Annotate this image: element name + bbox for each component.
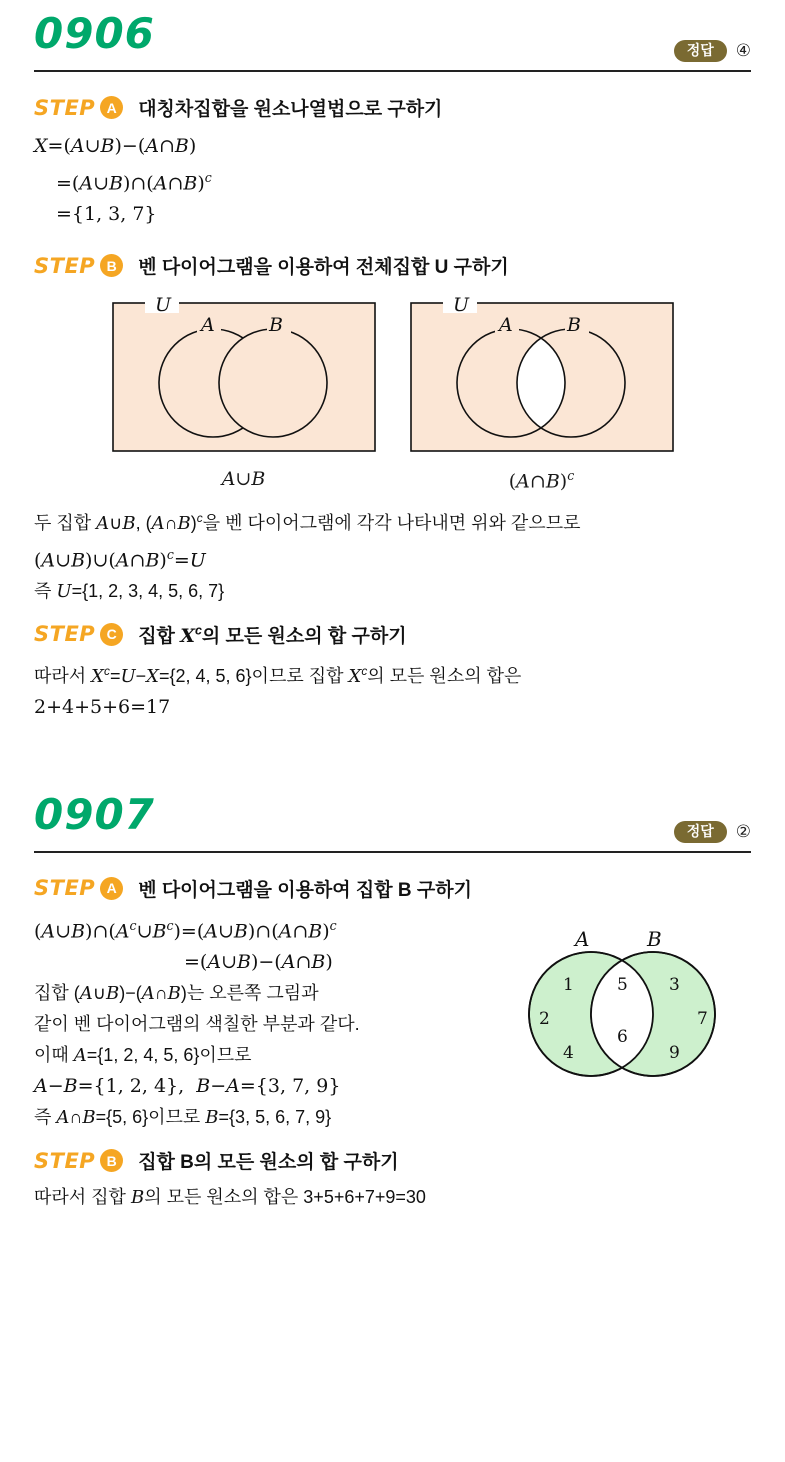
- answer-group: [674, 821, 751, 843]
- problem-number: 0907: [34, 789, 155, 839]
- step-badge: B: [100, 254, 123, 277]
- math-line: ={1, 3, 7}: [56, 203, 157, 226]
- svg-text:A: A: [498, 314, 513, 337]
- answer-label: 정답: [674, 40, 727, 62]
- problem-header-0907: [34, 781, 751, 853]
- step-c-heading-0906: [34, 621, 751, 648]
- text-line: 따라서 $X^c=U-X=\{2$, 4, 5, 6}이므로 집합 $X^c$의 모든 원소의 합은: [34, 663, 522, 687]
- svg-text:U: U: [154, 294, 171, 317]
- venn-caption: A∪B: [221, 468, 266, 491]
- step-title: 벤 다이어그램을 이용하여 집합 B 구하기: [138, 879, 472, 901]
- text-line: 집합 (A∪B)−(A∩B)는 오른쪽 그림과: [34, 983, 319, 1005]
- step-badge: A: [100, 96, 123, 119]
- venn-figure-union: [109, 289, 379, 492]
- step-a-heading-0907: [34, 875, 751, 902]
- svg-text:7: 7: [697, 1008, 708, 1029]
- math-line: (A∪B)∪(A∩B)$^c$=U: [34, 546, 206, 571]
- svg-text:B: B: [647, 926, 662, 951]
- math-line: X=(A∪B)−(A∩B): [34, 135, 197, 157]
- math-line: A−B={1, 2, 4}, B−A={3, 7, 9}: [34, 1075, 341, 1098]
- step-label: STEP: [34, 622, 96, 647]
- step-label: STEP: [34, 1148, 96, 1173]
- section-gap: [0, 723, 785, 781]
- math-line: =(A∪B)∩(A∩B)$^c$: [56, 170, 212, 195]
- math-line: $(A\cup B)\cap(A^c\cup B^c)=(A\cup B)\cap(A\cap B)^c$: [34, 917, 337, 943]
- step-c-body-0906: [34, 656, 751, 723]
- svg-text:A: A: [200, 314, 215, 337]
- step-a-heading-0906: [34, 94, 751, 121]
- venn-figure-complement: [407, 289, 677, 492]
- step-badge: B: [100, 1149, 123, 1172]
- step-a-text-column: [34, 910, 501, 1133]
- step-label: STEP: [34, 95, 96, 120]
- step-label: STEP: [34, 253, 96, 278]
- step-badge: C: [100, 623, 123, 646]
- svg-text:B: B: [268, 314, 283, 337]
- step-b-heading-0906: [34, 252, 751, 279]
- step-title: 집합 $X^c$의 모든 원소의 합 구하기: [138, 623, 407, 647]
- svg-text:2: 2: [539, 1008, 550, 1029]
- step-title: 벤 다이어그램을 이용하여 전체집합 U 구하기: [138, 257, 509, 279]
- venn-caption: (A∩B)$^c$: [508, 468, 575, 493]
- text-line: 즉 A∩B={5, 6}이므로 B={3, 5, 6, 7, 9}: [34, 1107, 332, 1129]
- venn-figure-0907: [501, 910, 751, 1094]
- problem-header-0906: [34, 0, 751, 72]
- step-title: 대칭차집합을 원소나열법으로 구하기: [138, 99, 443, 120]
- answer-label: 정답: [674, 821, 727, 843]
- svg-text:B: B: [566, 314, 581, 337]
- venn-figure-row-0906: [0, 289, 785, 492]
- text-line: 같이 벤 다이어그램의 색칠한 부분과 같다.: [34, 1014, 360, 1035]
- answer-group: [674, 40, 751, 62]
- step-badge: A: [100, 877, 123, 900]
- svg-text:1: 1: [563, 974, 574, 995]
- svg-text:4: 4: [563, 1042, 574, 1063]
- svg-text:3: 3: [669, 974, 680, 995]
- step-b-heading-0907: [34, 1147, 751, 1174]
- svg-text:6: 6: [617, 1026, 628, 1047]
- answer-value: ②: [735, 821, 751, 841]
- svg-text:5: 5: [617, 974, 628, 995]
- svg-text:U: U: [452, 294, 469, 317]
- text-line: 두 집합 A∪B, (A∩B)$^c$을 벤 다이어그램에 각각 나타내면 위와 같으므로: [34, 510, 581, 534]
- math-line: =(A∪B)−(A∩B): [184, 951, 333, 974]
- step-a-body-0907: [34, 910, 751, 1133]
- text-line: 이때 A={1, 2, 4, 5, 6}이므로: [34, 1045, 252, 1067]
- problem-number: 0906: [34, 9, 155, 58]
- svg-text:A: A: [575, 926, 590, 951]
- step-label: STEP: [34, 876, 96, 901]
- step-a-body-0906: [34, 131, 751, 230]
- venn-0907-svg: [501, 914, 741, 1089]
- venn-union-svg: [109, 289, 379, 459]
- answer-value: ④: [735, 41, 751, 60]
- venn-complement-svg: [407, 289, 677, 459]
- step-title: 집합 B의 모든 원소의 합 구하기: [138, 1152, 399, 1174]
- math-line: 2+4+5+6=17: [34, 695, 171, 718]
- step-b-body-0907: [34, 1182, 751, 1213]
- svg-text:9: 9: [669, 1042, 680, 1063]
- text-line: 따라서 집합 B의 모든 원소의 합은 3+5+6+7+9=30: [34, 1187, 426, 1209]
- step-b-body-0906: [34, 503, 751, 607]
- text-line: 즉 U={1, 2, 3, 4, 5, 6, 7}: [34, 580, 225, 602]
